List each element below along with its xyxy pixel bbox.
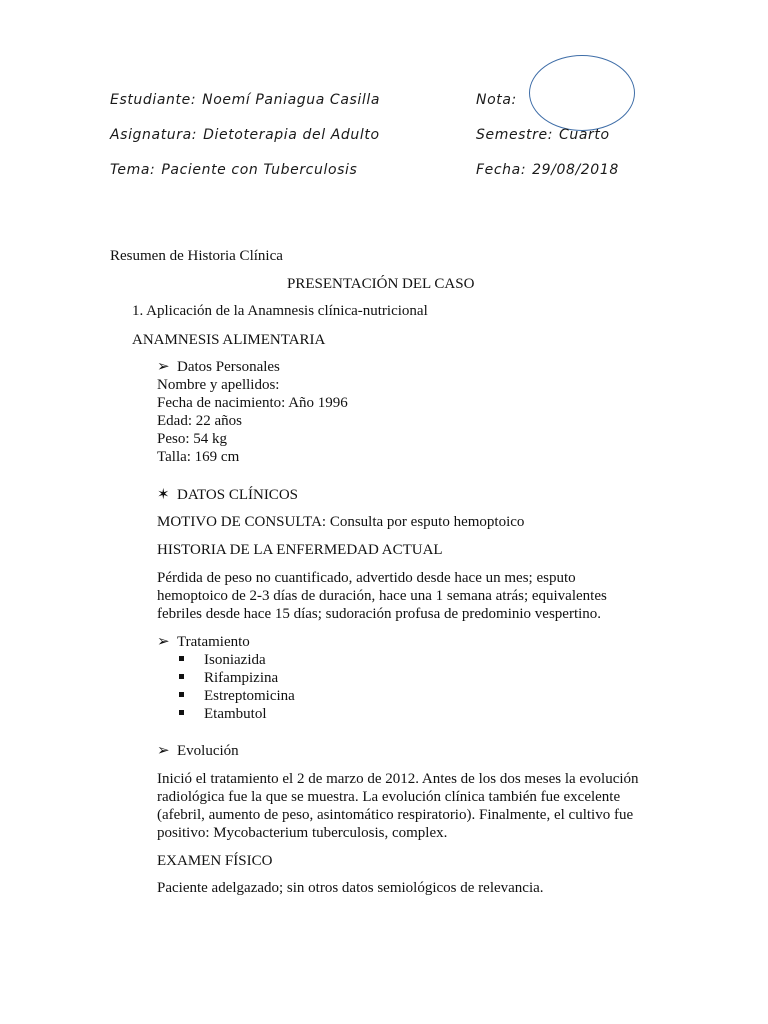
- personal-data: [157, 376, 677, 466]
- section-item-1: 1. Aplicación de la Anamnesis clínica-nutricional: [132, 303, 428, 319]
- topic-value: Paciente con Tuberculosis: [161, 162, 358, 178]
- semester-value: Cuarto: [559, 127, 610, 143]
- history-paragraph: [157, 569, 677, 623]
- anamnesis-title: ANAMNESIS ALIMENTARIA: [132, 332, 326, 348]
- personal-line: Peso: 54 kg: [157, 431, 228, 447]
- subject-label: Asignatura:: [110, 127, 198, 143]
- list-item: Estreptomicina: [179, 687, 699, 705]
- evolution-title: Evolución: [177, 743, 239, 759]
- semester-line: [476, 127, 610, 143]
- square-bullet-icon: [179, 710, 184, 715]
- semester-label: Semestre:: [476, 127, 554, 143]
- exam-text: Paciente adelgazado; sin otros datos semiológicos de relevancia.: [157, 880, 544, 896]
- personal-line: Fecha de nacimiento: Año 1996: [157, 395, 348, 411]
- consult-reason: MOTIVO DE CONSULTA: Consulta por esputo hemoptoico: [157, 514, 525, 530]
- grade-line: [476, 92, 517, 108]
- student-line: [110, 92, 380, 108]
- treatment-title: Tratamiento: [177, 634, 250, 650]
- list-item: Etambutol: [179, 705, 699, 723]
- subject-line: [110, 127, 380, 143]
- history-line: Pérdida de peso no cuantificado, advertido desde hace un mes; esputo: [157, 570, 576, 586]
- grade-circle: [529, 55, 635, 131]
- square-bullet-icon: [179, 674, 184, 679]
- list-item: Rifampizina: [179, 669, 699, 687]
- history-line: febriles desde hace 15 días; sudoración profusa de predominio vespertino.: [157, 606, 602, 622]
- evolution-heading: [157, 742, 239, 760]
- personal-line: Talla: 169 cm: [157, 449, 240, 465]
- summary-title: Resumen de Historia Clínica: [110, 248, 283, 264]
- subject-value: Dietoterapia del Adulto: [203, 127, 380, 143]
- arrow-bullet-icon: ➢: [157, 359, 170, 375]
- square-bullet-icon: [179, 656, 184, 661]
- arrow-bullet-icon: ➢: [157, 743, 170, 759]
- grade-label: Nota:: [476, 92, 517, 108]
- exam-title: EXAMEN FÍSICO: [157, 853, 273, 869]
- personal-heading: [157, 358, 280, 376]
- clinical-title: DATOS CLÍNICOS: [177, 487, 298, 503]
- evolution-paragraph: [157, 770, 677, 842]
- history-title: HISTORIA DE LA ENFERMEDAD ACTUAL: [157, 542, 443, 558]
- case-title: PRESENTACIÓN DEL CASO: [287, 276, 475, 292]
- personal-line: Nombre y apellidos:: [157, 377, 280, 393]
- student-label: Estudiante:: [110, 92, 197, 108]
- evolution-line: radiológica fue la que se muestra. La evolución clínica también fue excelente: [157, 789, 621, 805]
- arrow-bullet-icon: ➢: [157, 634, 170, 650]
- topic-label: Tema:: [110, 162, 156, 178]
- personal-line: Edad: 22 años: [157, 413, 242, 429]
- topic-line: [110, 162, 357, 178]
- personal-title: Datos Personales: [177, 359, 280, 375]
- evolution-line: (afebril, aumento de peso, asintomático respiratorio). Finalmente, el cultivo fue: [157, 807, 634, 823]
- date-value: 29/08/2018: [532, 162, 619, 178]
- evolution-line: positivo: Mycobacterium tuberculosis, complex.: [157, 825, 448, 841]
- star-bullet-icon: ✶: [157, 487, 170, 503]
- history-line: hemoptoico de 2-3 días de duración, hace una 1 semana atrás; equivalentes: [157, 588, 607, 604]
- clinical-heading: [157, 486, 298, 504]
- list-item: Isoniazida: [179, 651, 699, 669]
- treatment-list: [179, 651, 699, 723]
- evolution-line: Inició el tratamiento el 2 de marzo de 2012. Antes de los dos meses la evolución: [157, 771, 639, 787]
- square-bullet-icon: [179, 692, 184, 697]
- date-line: [476, 162, 619, 178]
- student-value: Noemí Paniagua Casilla: [202, 92, 381, 108]
- date-label: Fecha:: [476, 162, 527, 178]
- treatment-heading: [157, 633, 250, 651]
